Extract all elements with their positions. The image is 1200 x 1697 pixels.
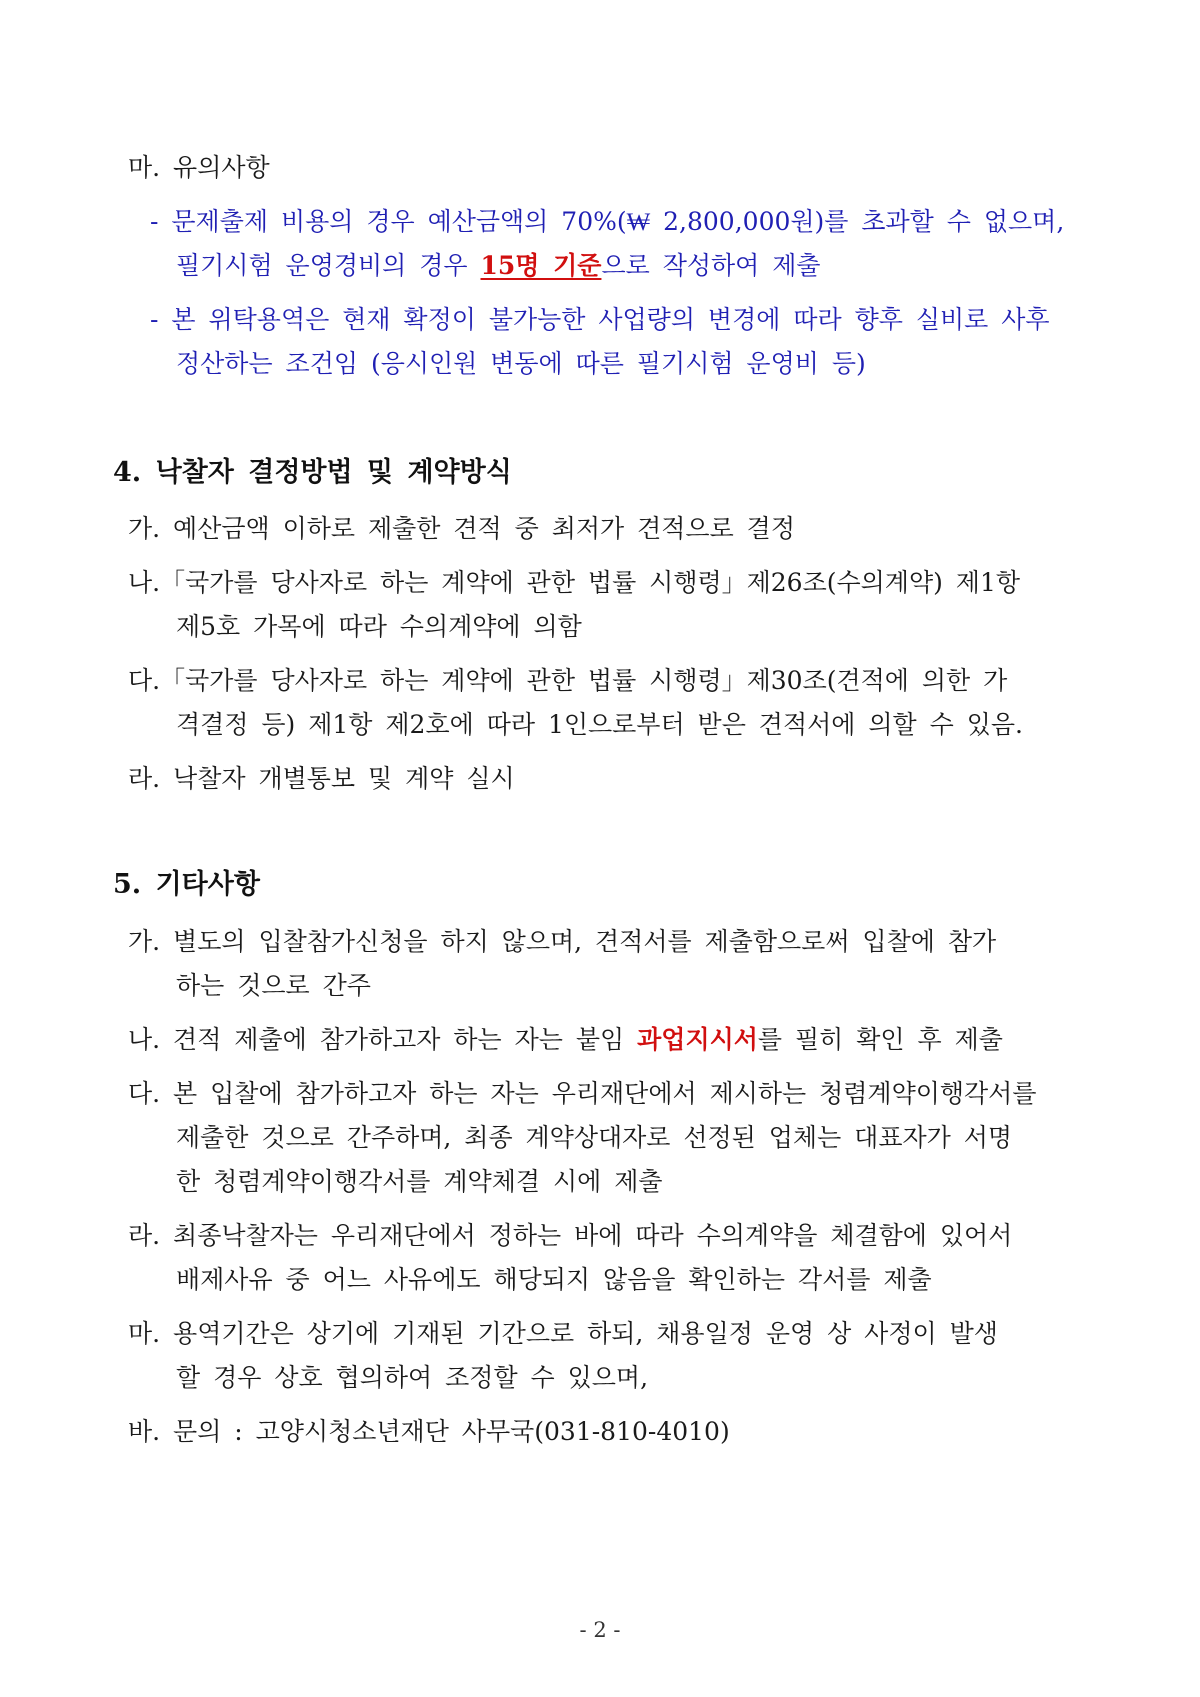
section-4-item-da-line-2: 격결정 등) 제1항 제2호에 따라 1인으로부터 받은 견적서에 의할 수 있음.: [176, 710, 1023, 739]
section-5-heading: 5. 기타사항: [113, 869, 260, 900]
section-5-item-na-text-b: 를 필히 확인 후 제출: [757, 1025, 1003, 1054]
section-5-item-na-text-a: 나. 견적 제출에 참가하고자 하는 자는 붙임: [128, 1025, 638, 1054]
section-5-item-ma-line-1: 마. 용역기간은 상기에 기재된 기간으로 하되, 채용일정 운영 상 사정이 발생: [128, 1319, 998, 1348]
notice-item-1-text-a: 필기시험 운영경비의 경우: [176, 251, 481, 280]
section-5-item-ra-line-2: 배제사유 중 어느 사유에도 해당되지 않음을 확인하는 각서를 제출: [176, 1265, 932, 1294]
section-5-item-da-line-1: 다. 본 입찰에 참가하고자 하는 자는 우리재단에서 제시하는 청렴계약이행각서를: [128, 1079, 1037, 1108]
page-number: - 2 -: [579, 1618, 621, 1642]
task-order-highlight: 과업지시서: [637, 1025, 758, 1054]
section-4-item-da-line-1: 다.「국가를 당사자로 하는 계약에 관한 법률 시행령」제30조(견적에 의한 가: [128, 666, 1008, 695]
section-5-item-ba-contact: 바. 문의 : 고양시청소년재단 사무국(031-810-4010): [128, 1417, 730, 1446]
section-4-item-ga: 가. 예산금액 이하로 제출한 견적 중 최저가 견적으로 결정: [128, 514, 795, 543]
notice-item-1-line-1: - 문제출제 비용의 경우 예산금액의 70%(₩ 2,800,000원)를 초과할 수 없으며,: [150, 207, 1065, 236]
section-5-item-ra-line-1: 라. 최종낙찰자는 우리재단에서 정하는 바에 따라 수의계약을 체결함에 있어서: [128, 1221, 1013, 1250]
section-4-item-na-line-2: 제5호 가목에 따라 수의계약에 의함: [176, 612, 582, 641]
notice-item-1-line-2: [176, 249, 821, 283]
section-ma-title: 마. 유의사항: [128, 153, 270, 182]
section-5-item-ma-line-2: 할 경우 상호 협의하여 조정할 수 있으며,: [176, 1363, 649, 1392]
notice-item-2-line-2: 정산하는 조건임 (응시인원 변동에 따른 필기시험 운영비 등): [176, 349, 866, 378]
notice-item-1-text-b: 으로 작성하여 제출: [601, 251, 821, 280]
section-4-item-na-line-1: 나.「국가를 당사자로 하는 계약에 관한 법률 시행령」제26조(수의계약) 제1항: [128, 568, 1021, 597]
headcount-highlight: 15명 기준: [480, 251, 602, 280]
section-5-item-na: [128, 1023, 1003, 1057]
section-5-item-ga-line-1: 가. 별도의 입찰참가신청을 하지 않으며, 견적서를 제출함으로써 입찰에 참가: [128, 927, 997, 956]
section-5-item-da-line-3: 한 청렴계약이행각서를 계약체결 시에 제출: [176, 1167, 663, 1196]
section-4-heading: 4. 낙찰자 결정방법 및 계약방식: [113, 457, 512, 488]
notice-item-2-line-1: - 본 위탁용역은 현재 확정이 불가능한 사업량의 변경에 따라 향후 실비로 사후: [150, 305, 1050, 334]
section-5-item-ga-line-2: 하는 것으로 간주: [176, 971, 371, 1000]
section-4-item-ra: 라. 낙찰자 개별통보 및 계약 실시: [128, 764, 515, 793]
section-5-item-da-line-2: 제출한 것으로 간주하며, 최종 계약상대자로 선정된 업체는 대표자가 서명: [176, 1123, 1013, 1152]
